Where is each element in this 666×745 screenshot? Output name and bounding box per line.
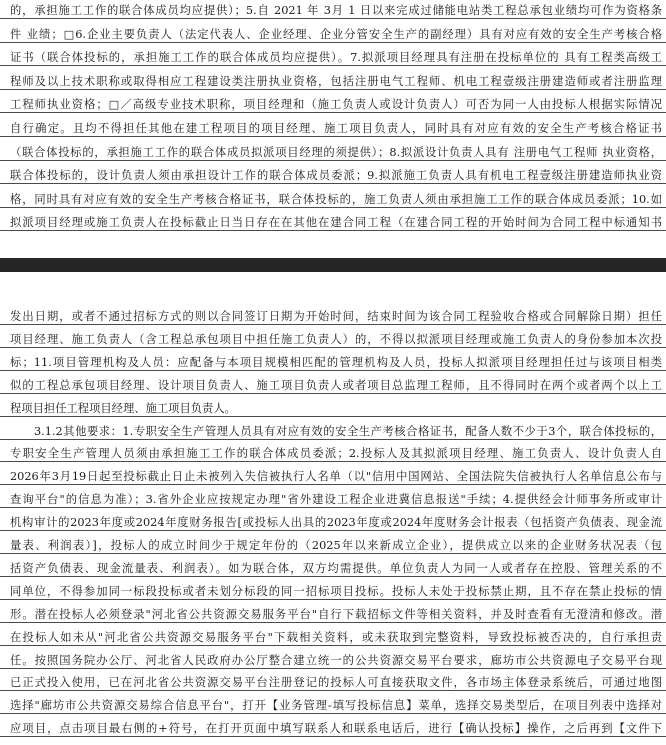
text-line: 格，同时具有对应有效的安全生产考核合格证书，联合体投标的，施工负责人须由承担施工工作的联合体成员委派；10.如 xyxy=(0,193,666,208)
document-page-top xyxy=(0,0,666,258)
text-line: 自行确定。且均不得担任其他在建工程项目的项目经理、施工项目负责人，同时具有对应有效的安全生产考核合格证书 xyxy=(0,122,666,137)
page-separator xyxy=(0,258,666,272)
text-line: 任。按照国务院办公厅、河北省人民政府办公厅整合建立统一的公共资源交易平台要求，廊坊市公共资源电子交易平台现 xyxy=(0,654,666,669)
text-line: 量表、利润表）]，投标人的成立时间少于规定年份的（2025年以来新成立企业），提供成立以来的企业财务状况表（包 xyxy=(0,539,666,554)
text-line: 括资产负债表、现金流量表、利润表）。如为联合体，双方均需提供。单位负责人为同一人或者存在控股、管理关系的不 xyxy=(0,562,666,577)
text-line: 发出日期，或者不通过招标方式的则以合同签订日期为开始时间，结束时间为该合同工程验收合格或合同解除日期）担任 xyxy=(0,310,666,325)
text-line: 的，承担施工工作的联合体成员均应提供）；5.自 2021 年 3月 1 日以来完成过储能电站类工程总承包业绩均可作为资格条 xyxy=(0,4,666,19)
text-line: 程项目担任工程项目经理、施工项目负责人。 xyxy=(0,402,666,417)
text-line: 件 业绩；□6.企业主要负责人（法定代表人、企业经理、企业分管安全生产的副经理）具有对应有效的安全生产考核合格 xyxy=(0,28,666,43)
document-page-bottom xyxy=(0,272,666,745)
text-line: 应项目，点击项目最右侧的+符号，在打开页面中填写联系人和联系电话后，进行【确认投标】操作，之后再到【文件下 xyxy=(0,722,666,737)
text-line: （联合体投标的，承担施工工作的联合体成员拟派项目经理的须提供）；8.拟派设计负责人具有 注册电气工程师 执业资格， xyxy=(0,146,666,161)
text-line: 工程师执业资格；□／高级专业技术职称，项目经理和（施工负责人或设计负责人）可否为同一人由投标人根据实际情况 xyxy=(0,98,666,113)
text-line: 机构审计的2023年度或2024年度财务报告[或投标人出具的2023年度或2024年度财务会计报表（包括资产负债表、现金流 xyxy=(0,516,666,531)
text-line: 形。潜在投标人必须登录"河北省公共资源交易服务平台"自行下载招标文件等相关资料，并及时查看有无澄清和修改。潜 xyxy=(0,608,666,623)
text-line: 专职安全生产管理人员须由承担施工工作的联合体成员委派；2.投标人及其拟派项目经理、施工负责人、设计负责人自 xyxy=(0,447,666,462)
text-line: 在投标人如未从"河北省公共资源交易服务平台"下载相关资料，或未获取到完整资料，导致投标被否决的，自行承担责 xyxy=(0,631,666,646)
text-line: 证书（联合体投标的，承担施工工作的联合体成员均应提供）。7.拟派项目经理具有注册在投标单位的 具有工程类高级工 xyxy=(0,51,666,66)
text-line: 2026年3月19日起至投标截止日止未被列入失信被执行人名单（以"信用中国网站、全国法院失信被执行人名单信息公布与 xyxy=(0,470,666,485)
text-line: 似的工程总承包项目经理、设计项目负责人、施工项目负责人或者项目总监理工程师，且不得同时在两个或者两个以上工 xyxy=(0,379,666,394)
text-line: 选择"廊坊市公共资源交易综合信息平台"，打开【业务管理-填写投标信息】菜单，选择交易类型后，在项目列表中选择对 xyxy=(0,699,666,714)
text-line: 同单位，不得参加同一标段投标或者未划分标段的同一招标项目投标。投标人未处于投标禁止期，且不存在禁止投标的情 xyxy=(0,585,666,600)
text-line: 标；11.项目管理机构及人员：应配备与本项目规模相匹配的管理机构及人员，投标人拟派项目经理担任过与该项目相类 xyxy=(0,356,666,371)
text-line: 3.1.2其他要求：1.专职安全生产管理人员具有对应有效的安全生产考核合格证书，配备人数不少于3个，联合体投标的， xyxy=(0,425,666,440)
text-line: 已正式投入使用，已在河北省公共资源交易平台注册登记的投标人可直接获取文件，各市场主体登录系统后，可通过地图 xyxy=(0,676,666,691)
text-line: 联合体投标的，设计负责人须由承担设计工作的联合体成员委派；9.拟派施工负责人具有机电工程壹级注册建造师执业资 xyxy=(0,169,666,184)
text-line: 项目经理、施工负责人（含工程总承包项目中担任施工负责人）的，不得以拟派项目经理或施工负责人的身份参加本次投 xyxy=(0,333,666,348)
text-line: 拟派项目经理或施工负责人在投标截止日当日存在在其他在建合同工程（在建合同工程的开始时间为合同工程中标通知书 xyxy=(0,216,666,231)
text-line: 程师及以上技术职称或取得相应工程建设类注册执业资格，包括注册电气工程师、机电工程壹级注册建造师或者注册监理 xyxy=(0,75,666,90)
text-line: 查询平台"的信息为准）；3.省外企业应按规定办理"省外建设工程企业进冀信息报送"手续；4.提供经会计师事务所或审计 xyxy=(0,493,666,508)
